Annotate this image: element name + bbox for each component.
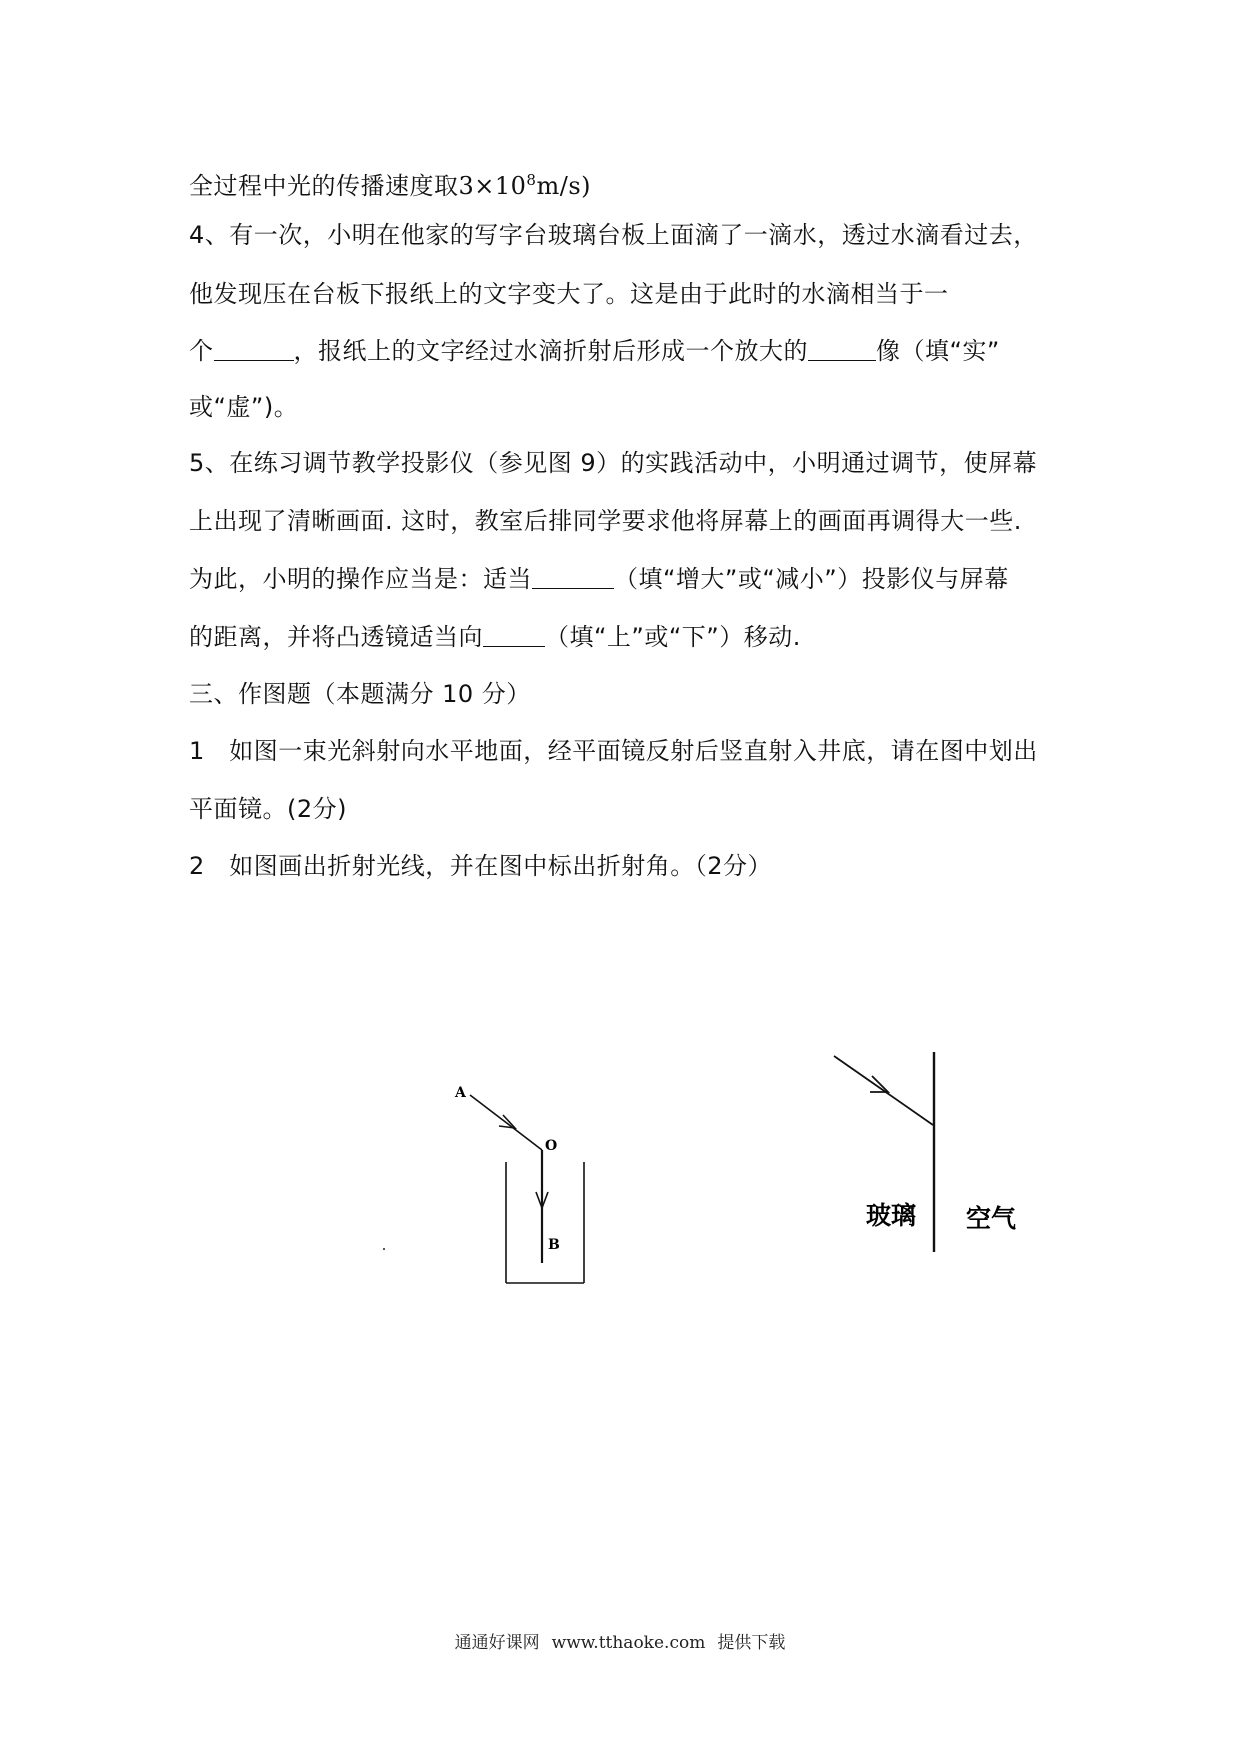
stray-dot [383, 1248, 385, 1250]
label-glass: 玻璃 [866, 1201, 917, 1230]
q5-line-3 [189, 564, 1009, 594]
problem-1-line-2: 平面镜。(2分) [189, 795, 347, 823]
footer-site-name: 通通好课网 [454, 1633, 540, 1653]
section-title: 三、作图题（本题满分 10 分） [189, 680, 531, 708]
q5-blank-1[interactable] [532, 566, 614, 589]
incident-ray-glass [834, 1056, 933, 1125]
text-line-speed [189, 165, 591, 201]
q4-text-b: ，报纸上的文字经过水滴折射后形成一个放大的 [293, 337, 808, 365]
q4-line-2: 他发现压在台板下报纸上的文字变大了。这是由于此时的水滴相当于一 [189, 280, 949, 308]
q4-line-1: 4、有一次，小明在他家的写字台玻璃台板上面滴了一滴水，透过水滴看过去， [189, 221, 1038, 249]
q5-line-1: 5、在练习调节教学投影仪（参见图 9）的实践活动中，小明通过调节，使屏幕 [189, 449, 1038, 477]
q4-text-a: 个 [189, 337, 214, 365]
q5-text-b: （填“增大”或“减小”）投影仪与屏幕 [614, 565, 1009, 593]
q5-blank-2[interactable] [483, 624, 545, 647]
q5-line-4 [189, 622, 801, 652]
speed-exponent: 8 [526, 171, 537, 189]
q4-line-3 [189, 336, 1000, 366]
figure-refraction-diagram [820, 1050, 1040, 1260]
label-air: 空气 [966, 1204, 1017, 1233]
problem-2: 2 如图画出折射光线，并在图中标出折射角。（2分） [189, 852, 773, 880]
label-b: B [548, 1237, 560, 1253]
q4-line-4: 或“虚”)。 [189, 393, 299, 421]
q4-blank-2[interactable] [808, 338, 876, 361]
speed-unit: m/s) [536, 172, 591, 200]
page-footer [0, 1628, 1240, 1653]
incident-ray [470, 1095, 542, 1150]
q5-text-d: （填“上”或“下”）移动. [545, 623, 801, 651]
speed-prefix: 全过程中光的传播速度取 [189, 172, 459, 200]
q5-text-c: 的距离，并将凸透镜适当向 [189, 623, 483, 651]
q5-text-a: 为此，小明的操作应当是：适当 [189, 565, 532, 593]
speed-value: 3×10 [458, 172, 527, 200]
figure-well-diagram [440, 1080, 640, 1300]
footer-site-url[interactable]: www.tthaoke.com [551, 1633, 706, 1653]
q4-text-c: 像（填“实” [876, 337, 1000, 365]
label-o: O [545, 1138, 558, 1154]
q5-line-2: 上出现了清晰画面. 这时，教室后排同学要求他将屏幕上的画面再调得大一些. [189, 507, 1022, 535]
problem-1-line-1: 1 如图一束光斜射向水平地面，经平面镜反射后竖直射入井底，请在图中划出 [189, 737, 1038, 765]
footer-suffix: 提供下载 [717, 1633, 786, 1653]
q4-blank-1[interactable] [214, 338, 294, 361]
label-a: A [455, 1085, 466, 1101]
incident-arrow [499, 1115, 515, 1128]
